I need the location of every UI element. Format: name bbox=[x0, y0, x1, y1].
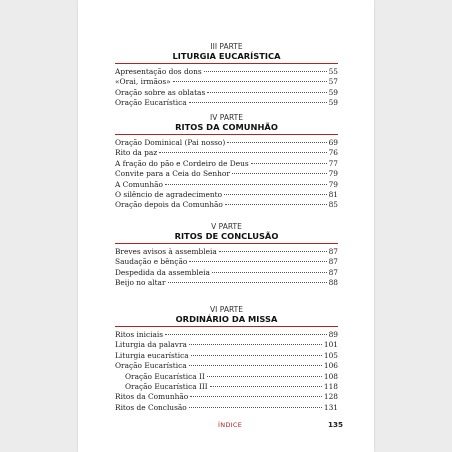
toc-entry bbox=[115, 169, 338, 179]
toc-entry bbox=[115, 190, 338, 200]
toc-entry-title: Breves avisos à assembleia bbox=[115, 247, 217, 256]
toc-entry-page: 77 bbox=[328, 158, 338, 168]
toc-entry-page: 89 bbox=[328, 330, 338, 339]
dot-leader bbox=[190, 396, 322, 397]
dot-leader bbox=[168, 282, 327, 283]
toc-entry-page: 101 bbox=[323, 340, 338, 350]
toc-entry bbox=[115, 361, 338, 371]
dot-leader bbox=[232, 173, 327, 174]
toc-entry bbox=[115, 382, 338, 392]
toc-entry-title: Oração depois da Comunhão bbox=[115, 200, 223, 210]
toc-entry-title: Ritos da Comunhão bbox=[115, 392, 189, 402]
toc-entry-page: 79 bbox=[328, 169, 338, 179]
toc-entry bbox=[115, 138, 338, 148]
dot-leader bbox=[251, 163, 327, 164]
dot-leader bbox=[210, 386, 322, 387]
book-page bbox=[78, 0, 374, 452]
toc-entry-title: Oração Eucarística III bbox=[125, 382, 208, 392]
toc-entry-title: Rito da paz bbox=[115, 148, 158, 158]
toc-entry-title: Oração sobre as oblatas bbox=[115, 87, 206, 97]
dot-leader bbox=[204, 71, 327, 72]
toc-entry bbox=[115, 180, 338, 190]
toc-entry bbox=[115, 88, 338, 98]
dot-leader bbox=[212, 272, 327, 273]
dot-leader bbox=[219, 251, 327, 252]
toc-entry bbox=[115, 330, 338, 340]
toc-entry-page: 59 bbox=[328, 98, 338, 108]
toc-entry-page: 128 bbox=[323, 392, 338, 402]
toc-entries bbox=[115, 330, 338, 413]
toc-entry bbox=[115, 200, 338, 210]
part-label: V PARTE bbox=[211, 222, 242, 231]
toc-entry bbox=[115, 372, 338, 382]
dot-leader bbox=[165, 184, 327, 185]
toc-entry bbox=[115, 67, 338, 77]
toc-entry-page: 59 bbox=[328, 87, 338, 97]
toc-entry-title: Ritos de Conclusão bbox=[115, 402, 187, 412]
toc-entry-title: Despedida da assembleia bbox=[115, 267, 210, 277]
toc-entry bbox=[115, 268, 338, 278]
toc-entry-title: Beijo no altar bbox=[115, 278, 166, 288]
toc-entry-page: 108 bbox=[323, 371, 338, 381]
dot-leader bbox=[189, 102, 327, 103]
toc-entry-title: Convite para a Ceia do Senhor bbox=[115, 169, 230, 179]
toc-entry bbox=[115, 159, 338, 169]
section-title: ORDINÁRIO DA MISSA bbox=[115, 314, 338, 327]
dot-leader bbox=[225, 204, 327, 205]
toc-entry-title: Oração Dominical (Pai nosso) bbox=[115, 138, 226, 147]
toc-entry-page: 81 bbox=[328, 190, 338, 200]
toc-entry-title: Oração Eucarística bbox=[115, 98, 187, 108]
toc-entry-title: Liturgia da palavra bbox=[115, 340, 187, 350]
dot-leader bbox=[173, 81, 327, 82]
toc-entry-page: 85 bbox=[328, 200, 338, 210]
toc-entry-title: Saudação e bênção bbox=[115, 257, 188, 267]
toc-entry-page: 87 bbox=[328, 247, 338, 256]
dot-leader bbox=[207, 92, 326, 93]
toc-entry bbox=[115, 278, 338, 288]
toc-entry-title: O silêncio de agradecimento bbox=[115, 190, 223, 200]
running-footer-label: ÍNDICE bbox=[218, 421, 243, 429]
dot-leader bbox=[189, 261, 326, 262]
part-label: VI PARTE bbox=[210, 305, 243, 314]
toc-entry-page: 118 bbox=[323, 382, 338, 392]
toc-section-part-3 bbox=[115, 42, 338, 109]
dot-leader bbox=[159, 152, 326, 153]
toc-section-part-5 bbox=[115, 222, 338, 289]
toc-entries bbox=[115, 67, 338, 109]
toc-entry-page: 69 bbox=[328, 138, 338, 147]
page-number: 135 bbox=[328, 420, 344, 429]
toc-entry bbox=[115, 257, 338, 267]
toc-entry-page: 55 bbox=[328, 67, 338, 76]
toc-entries bbox=[115, 247, 338, 289]
toc-entry-page: 88 bbox=[328, 278, 338, 288]
toc-entry bbox=[115, 247, 338, 257]
dot-leader bbox=[227, 142, 326, 143]
toc-entries bbox=[115, 138, 338, 211]
dot-leader bbox=[189, 365, 322, 366]
toc-entry bbox=[115, 148, 338, 158]
toc-entry-page: 131 bbox=[323, 402, 338, 412]
toc-entry-page: 106 bbox=[323, 361, 338, 371]
toc-entry-title: «Orai, irmãos» bbox=[115, 77, 171, 87]
dot-leader bbox=[191, 355, 322, 356]
toc-entry bbox=[115, 98, 338, 108]
toc-entry-page: 105 bbox=[323, 350, 338, 360]
section-title: RITOS DA COMUNHÃO bbox=[115, 122, 338, 135]
dot-leader bbox=[207, 376, 322, 377]
toc-entry-title: Apresentação dos dons bbox=[115, 67, 202, 76]
toc-entry-title: Oração Eucarística II bbox=[125, 371, 205, 381]
dot-leader bbox=[189, 344, 322, 345]
toc-entry-page: 79 bbox=[328, 179, 338, 189]
toc-entry bbox=[115, 392, 338, 402]
dot-leader bbox=[165, 334, 327, 335]
toc-entry bbox=[115, 77, 338, 87]
toc-entry-page: 76 bbox=[328, 148, 338, 158]
toc-entry-title: Ritos iniciais bbox=[115, 330, 164, 339]
toc-section-part-4 bbox=[115, 113, 338, 211]
toc-entry-title: Oração Eucarística bbox=[115, 361, 187, 371]
toc-entry-title: Liturgia eucarística bbox=[115, 350, 189, 360]
toc-entry-title: A Comunhão bbox=[115, 179, 163, 189]
section-title: RITOS DE CONCLUSÃO bbox=[115, 231, 338, 244]
part-label: III PARTE bbox=[210, 42, 243, 51]
toc-entry-page: 87 bbox=[328, 257, 338, 267]
section-title: LITURGIA EUCARÍSTICA bbox=[115, 51, 338, 64]
toc-entry bbox=[115, 351, 338, 361]
dot-leader bbox=[224, 194, 327, 195]
toc-section-part-6 bbox=[115, 305, 338, 413]
toc-entry-page: 87 bbox=[328, 267, 338, 277]
toc-entry-page: 57 bbox=[328, 77, 338, 87]
dot-leader bbox=[189, 407, 322, 408]
part-label: IV PARTE bbox=[210, 113, 243, 122]
toc-entry bbox=[115, 403, 338, 413]
toc-entry bbox=[115, 340, 338, 350]
toc-entry-title: A fração do pão e Cordeiro de Deus bbox=[115, 158, 249, 168]
